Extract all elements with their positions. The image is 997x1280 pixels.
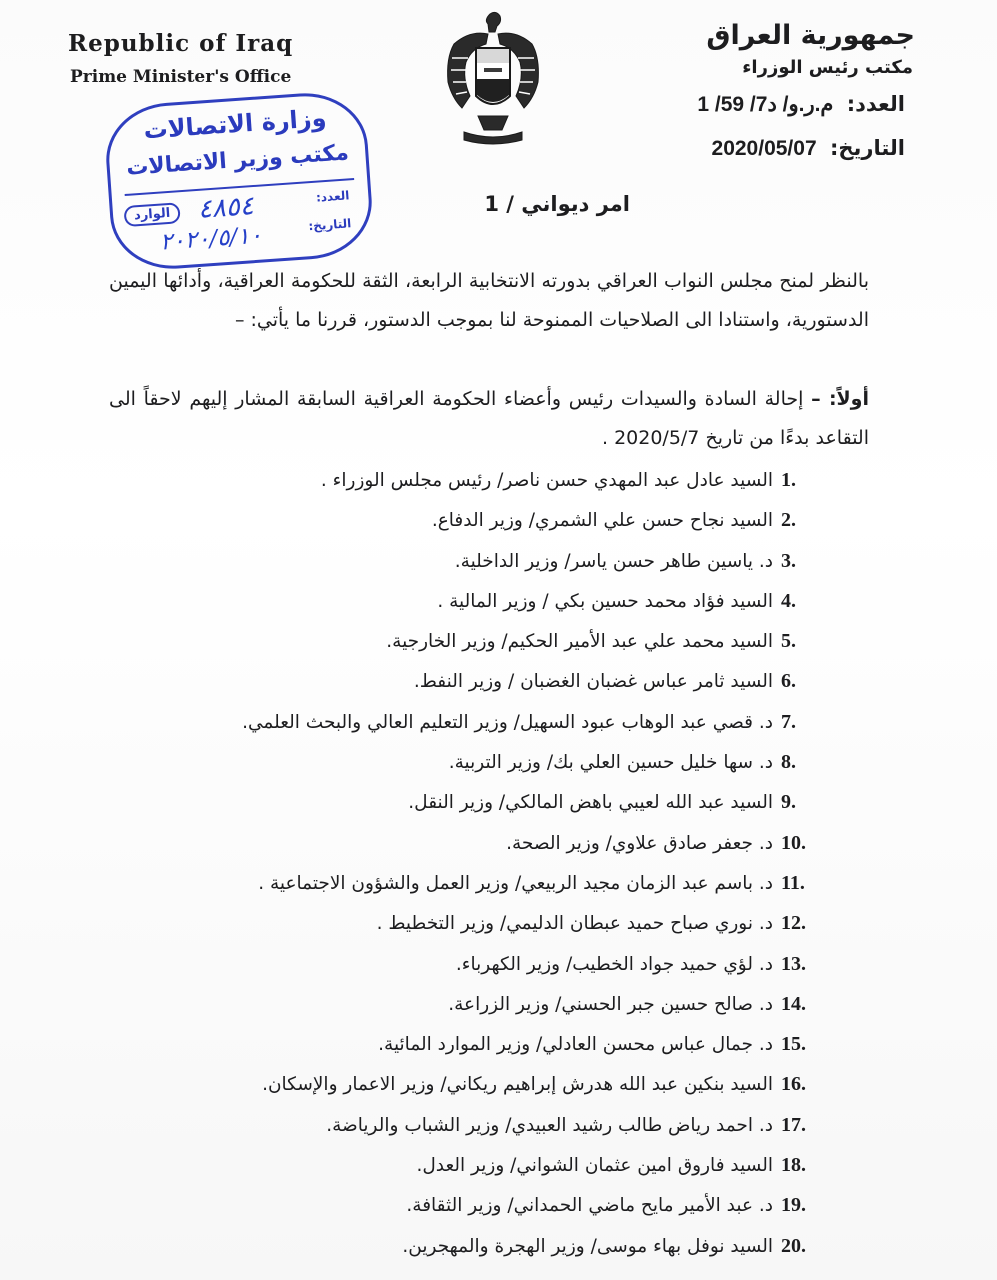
list-item-number: 10. bbox=[781, 831, 806, 854]
list-item bbox=[211, 903, 811, 943]
list-item-number: 15. bbox=[781, 1033, 806, 1056]
list-item-text: السيد ثامر عباس غضبان الغضبان / وزير النفط. bbox=[413, 671, 773, 693]
list-item bbox=[211, 984, 811, 1024]
list-item-number: 4. bbox=[781, 589, 796, 612]
list-item-text: د. نوري صباح حميد عبطان الدليمي/ وزير التخطيط . bbox=[376, 913, 773, 935]
list-item-number: 7. bbox=[781, 710, 796, 733]
stamp-date-value: ٢٠٢٠/٥/١٠ bbox=[159, 222, 263, 256]
first-clause-label: أولاً: – bbox=[811, 388, 870, 410]
list-item bbox=[211, 1064, 811, 1104]
list-item-number: 8. bbox=[781, 751, 796, 774]
first-clause bbox=[109, 380, 869, 458]
list-item-text: د. سها خليل حسين العلي بك/ وزير التربية. bbox=[448, 752, 773, 774]
list-item-text: د. لؤي حميد جواد الخطيب/ وزير الكهرباء. bbox=[455, 953, 773, 975]
english-subtitle: Prime Minister's Office bbox=[70, 67, 292, 87]
list-item bbox=[211, 1226, 811, 1266]
list-item-text: السيد عبد الله لعيبي باهض المالكي/ وزير النقل. bbox=[408, 792, 773, 814]
list-item-text: السيد نوفل بهاء موسى/ وزير الهجرة والمهجرين. bbox=[402, 1235, 773, 1257]
list-item bbox=[211, 1024, 811, 1064]
stamp-number-value: ٤٨٥٤ bbox=[196, 191, 255, 225]
list-item-number: 6. bbox=[781, 670, 796, 693]
list-item-text: السيد نجاح حسن علي الشمري/ وزير الدفاع. bbox=[431, 510, 773, 532]
list-item-number: 18. bbox=[781, 1154, 806, 1177]
list-item-number: 19. bbox=[781, 1194, 806, 1217]
list-item-number: 12. bbox=[781, 912, 806, 935]
list-item bbox=[211, 742, 811, 782]
list-item-text: السيد عادل عبد المهدي حسن ناصر/ رئيس مجلس الوزراء . bbox=[320, 470, 773, 491]
list-item-number: 13. bbox=[781, 952, 806, 975]
first-clause-text: إحالة السادة والسيدات رئيس وأعضاء الحكومة العراقية السابقة المشار إليهم لاحقاً الى التقاعد بدءًا من تاريخ 2020/5/7 . bbox=[109, 388, 869, 449]
list-item bbox=[211, 541, 811, 581]
list-item bbox=[211, 1185, 811, 1225]
list-item-text: السيد بنكين عبد الله هدرش إبراهيم ريكاني/ وزير الاعمار والإسكان. bbox=[262, 1074, 773, 1096]
intro-paragraph: بالنظر لمنح مجلس النواب العراقي بدورته الانتخابية الرابعة، الثقة للحكومة العراقية، وأدائها اليمين الدستورية، واستنادا الى الصلاحيات الممنوحة لنا بموجب الدستور، قررنا ما يأتي: – bbox=[109, 270, 869, 331]
iraq-eagle-emblem-icon bbox=[440, 8, 546, 148]
list-item-text: د. قصي عبد الوهاب عبود السهيل/ وزير التعليم العالي والبحث العلمي. bbox=[242, 711, 773, 733]
document-number bbox=[697, 92, 905, 117]
list-item bbox=[211, 1145, 811, 1185]
list-item-text: د. احمد رياض طالب رشيد العبيدي/ وزير الشباب والرياضة. bbox=[326, 1114, 773, 1136]
document-date-label: التاريخ: bbox=[829, 136, 905, 160]
list-item-number: 2. bbox=[781, 509, 796, 532]
stamp-number-label: العدد: bbox=[315, 188, 350, 205]
list-item bbox=[211, 460, 811, 500]
list-item bbox=[211, 581, 811, 621]
list-item-number: 14. bbox=[781, 992, 806, 1015]
list-item-text: السيد محمد علي عبد الأمير الحكيم/ وزير الخارجية. bbox=[386, 631, 773, 653]
stamp-ministry-name: وزارة الاتصالات bbox=[142, 103, 328, 145]
list-item bbox=[211, 1105, 811, 1145]
list-item-text: د. ياسين طاهر حسن ياسر/ وزير الداخلية. bbox=[454, 550, 773, 572]
list-item-number: 9. bbox=[781, 791, 796, 814]
list-item-text: د. باسم عبد الزمان مجيد الربيعي/ وزير العمل والشؤون الاجتماعية . bbox=[258, 872, 773, 894]
list-item-number: 5. bbox=[781, 630, 796, 653]
list-item bbox=[211, 944, 811, 984]
list-item bbox=[211, 621, 811, 661]
list-item-text: د. عبد الأمير مايح ماضي الحمداني/ وزير الثقافة. bbox=[406, 1195, 773, 1217]
list-item bbox=[211, 863, 811, 903]
arabic-subtitle: مكتب رئيس الوزراء bbox=[742, 57, 913, 78]
document-number-value: م.ر.و/ د7/ 59/ 1 bbox=[697, 93, 834, 116]
list-item-number: 1. bbox=[781, 469, 796, 491]
list-item bbox=[211, 823, 811, 863]
list-item bbox=[211, 782, 811, 822]
list-item-number: 17. bbox=[781, 1113, 806, 1136]
list-item-number: 16. bbox=[781, 1073, 806, 1096]
stamp-incoming-badge: الوارد bbox=[123, 202, 180, 227]
document-date-value: 2020/05/07 bbox=[711, 137, 817, 160]
list-item bbox=[211, 702, 811, 742]
list-item-text: د. جمال عباس محسن العادلي/ وزير الموارد المائية. bbox=[378, 1034, 773, 1056]
list-item-number: 11. bbox=[781, 871, 805, 894]
list-item-text: د. صالح حسين جبر الحسني/ وزير الزراعة. bbox=[448, 993, 773, 1015]
list-item-text: د. جعفر صادق علاوي/ وزير الصحة. bbox=[506, 832, 773, 854]
list-item-text: السيد فؤاد محمد حسين بكي / وزير المالية . bbox=[437, 590, 773, 612]
english-title: Republic of Iraq bbox=[68, 30, 294, 57]
ministry-stamp bbox=[103, 89, 376, 273]
list-item-text: السيد فاروق امين عثمان الشواني/ وزير العدل. bbox=[416, 1155, 773, 1177]
list-item bbox=[211, 500, 811, 540]
list-item-number: 3. bbox=[781, 549, 796, 572]
list-item bbox=[211, 661, 811, 701]
arabic-title: جمهورية العراق bbox=[706, 20, 915, 51]
retired-ministers-list bbox=[211, 460, 811, 1266]
document-number-label: العدد: bbox=[846, 92, 905, 116]
stamp-office-name: مكتب وزير الاتصالات bbox=[125, 140, 350, 181]
list-item-number: 20. bbox=[781, 1234, 806, 1257]
order-heading: امر ديواني / 1 bbox=[484, 192, 630, 216]
stamp-date-label: التاريخ: bbox=[307, 216, 352, 234]
document-date bbox=[712, 136, 905, 161]
